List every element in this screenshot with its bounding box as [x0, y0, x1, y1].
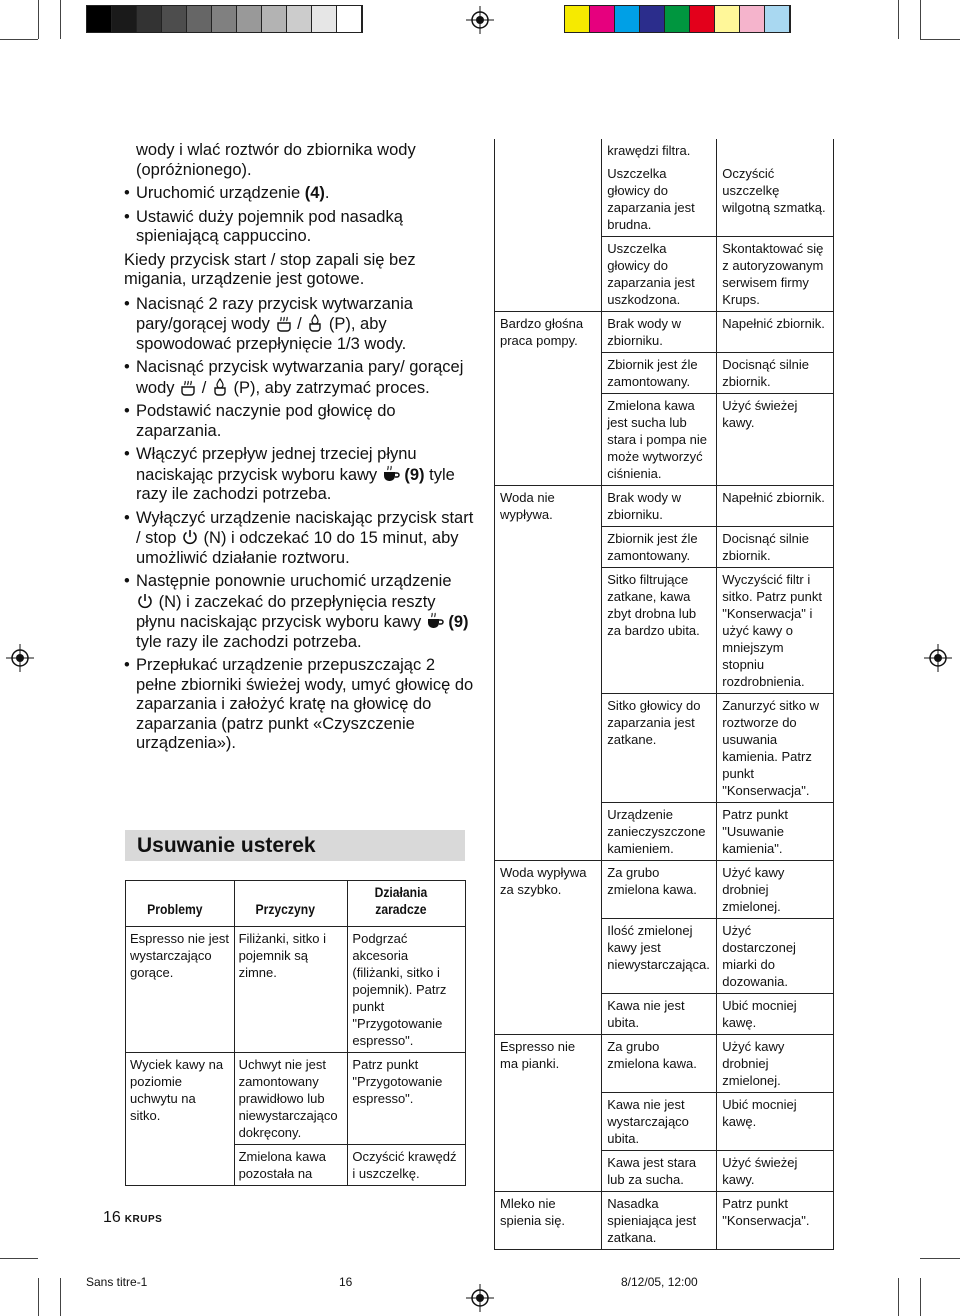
table-row	[495, 139, 834, 162]
color-swatch	[137, 6, 162, 32]
action-cell: Użyć kawy drobniej zmielonej.	[717, 861, 834, 919]
problem-cell: Woda nie wypływa.	[495, 486, 602, 527]
cause-cell: Brak wody w zbiorniku.	[602, 312, 717, 353]
cause-cell: krawędzi filtra.	[602, 139, 717, 162]
instruction-list	[124, 141, 474, 758]
header-problems: Problemy	[126, 881, 224, 927]
cause-cell: Kawa nie jest wystarczająco ubita.	[602, 1093, 717, 1151]
action-cell: Użyć dostarczonej miarki do dozowania.	[717, 919, 834, 994]
cause-cell: Zmielona kawa pozostała na	[234, 1145, 348, 1186]
registration-mark-icon	[6, 644, 34, 672]
table-row	[126, 927, 466, 1053]
color-swatch	[212, 6, 237, 32]
registration-mark-icon	[466, 1284, 494, 1312]
table-row	[495, 486, 834, 527]
cause-cell: Filiżanki, sitko i pojemnik są zimne.	[234, 927, 348, 1053]
table-row	[495, 568, 834, 694]
instruction-item: Kiedy przycisk start / stop zapali się bez migania, urządzenie jest gotowe.	[124, 250, 416, 288]
table-row	[126, 1053, 466, 1145]
problem-cell	[495, 139, 602, 162]
problem-cell	[495, 394, 602, 486]
instruction-item: • Włączyć przepływ jednej trzeciej płynu naciskając przycisk wyboru kawy (9) tyle razy ile zachodzi potrzeba.	[124, 445, 474, 505]
page-footer	[103, 1209, 162, 1227]
section-title: Usuwanie usterek	[125, 830, 465, 861]
action-cell: Ubić mocniej kawę.	[717, 994, 834, 1035]
coffee-cup-icon	[426, 612, 444, 630]
problem-cell: Woda wypływa za szybko.	[495, 861, 602, 919]
table-row	[495, 394, 834, 486]
problem-cell	[495, 919, 602, 994]
problem-cell	[495, 237, 602, 312]
instruction-item: • Przepłukać urządzenie przepuszczając 2 pełne zbiorniki świeżej wody, umyć głowicę do zaparzania i założyć kratę na głowicę do zaparzania (patrz punkt «Czyszczenie urządzenia»).	[124, 656, 474, 754]
action-cell: Podgrzać akcesoria (filiżanki, sitko i pojemnik). Patrz punkt "Przygotowanie espresso".	[348, 927, 466, 1053]
table-row	[495, 994, 834, 1035]
instruction-item: • Ustawić duży pojemnik pod nasadką spieniającą cappuccino.	[124, 208, 474, 247]
problem-cell: Espresso nie ma pianki.	[495, 1035, 602, 1093]
color-swatch	[740, 6, 765, 32]
table-row	[495, 919, 834, 994]
table-row	[495, 803, 834, 861]
crop-mark	[60, 1278, 61, 1316]
table-row	[495, 1192, 834, 1250]
problem-cell	[495, 353, 602, 394]
color-swatch	[112, 6, 137, 32]
table-row	[495, 162, 834, 237]
slug-file-name: Sans titre-1	[86, 1275, 148, 1289]
action-cell: Użyć świeżej kawy.	[717, 394, 834, 486]
color-swatch	[162, 6, 187, 32]
table-row	[126, 1145, 466, 1186]
color-swatch	[765, 6, 790, 32]
problem-cell	[495, 694, 602, 803]
cause-cell: Uszczelka głowicy do zaparzania jest brudna.	[602, 162, 717, 237]
instruction-item: • Uruchomić urządzenie (4).	[124, 184, 474, 204]
action-cell: Patrz punkt "Konserwacja".	[717, 1192, 834, 1250]
instruction-item: • Następnie ponownie uruchomić urządzenie (N) i zaczekać do przepłynięcia reszty płynu naciskając przycisk wyboru kawy (9) tyle razy ile zachodzi potrzeba.	[124, 572, 474, 652]
color-swatch	[87, 6, 112, 32]
header-actions: Działania zaradcze	[348, 881, 454, 927]
action-cell: Użyć kawy drobniej zmielonej.	[717, 1035, 834, 1093]
crop-mark	[60, 0, 61, 39]
problem-cell	[495, 1093, 602, 1151]
color-bar	[564, 5, 791, 33]
brand-name: KRUPS	[124, 1214, 163, 1225]
troubleshooting-table-right	[494, 139, 834, 1250]
cause-cell: Zbiornik jest źle zamontowany.	[602, 527, 717, 568]
crop-mark	[38, 1278, 39, 1316]
power-icon	[181, 528, 199, 546]
grayscale-color-bar	[86, 5, 363, 33]
cause-cell: Kawa jest stara lub za sucha.	[602, 1151, 717, 1192]
troubleshooting-table-left	[125, 880, 466, 1186]
table-row	[495, 861, 834, 919]
problem-cell	[126, 1145, 235, 1186]
action-cell: Wyczyścić filtr i sitko. Patrz punkt "Konserwacja" i użyć kawy o mniejszym stopniu rozdrobnienia.	[717, 568, 834, 694]
problem-cell: Bardzo głośna praca pompy.	[495, 312, 602, 353]
cause-cell: Urządzenie zanieczyszczone kamieniem.	[602, 803, 717, 861]
crop-mark	[898, 0, 899, 39]
action-cell: Zanurzyć sitko w roztworze do usuwania kamienia. Patrz punkt "Konserwacja".	[717, 694, 834, 803]
cause-cell: Kawa nie jest ubita.	[602, 994, 717, 1035]
color-swatch	[715, 6, 740, 32]
color-swatch	[262, 6, 287, 32]
cause-cell: Brak wody w zbiorniku.	[602, 486, 717, 527]
hot-water-icon	[211, 378, 229, 396]
action-cell: Docisnąć silnie zbiornik.	[717, 353, 834, 394]
cause-cell: Ilość zmielonej kawy jest niewystarczająca.	[602, 919, 717, 994]
table-row	[495, 1151, 834, 1192]
crop-mark	[920, 1258, 960, 1259]
steam-icon	[179, 378, 197, 396]
problem-cell: Espresso nie jest wystarczająco gorące.	[126, 927, 235, 1053]
problem-cell: Wyciek kawy na poziomie uchwytu na sitko.	[126, 1053, 235, 1145]
action-cell: Ubić mocniej kawę.	[717, 1093, 834, 1151]
action-cell: Użyć świeżej kawy.	[717, 1151, 834, 1192]
table-row	[495, 312, 834, 353]
cause-cell: Uszczelka głowicy do zaparzania jest uszkodzona.	[602, 237, 717, 312]
color-swatch	[565, 6, 590, 32]
action-cell: Napełnić zbiornik.	[717, 486, 834, 527]
color-swatch	[187, 6, 212, 32]
problem-cell	[495, 803, 602, 861]
table-header-row	[126, 881, 466, 927]
table-row	[495, 1035, 834, 1093]
registration-mark-icon	[924, 644, 952, 672]
action-cell: Patrz punkt "Przygotowanie espresso".	[348, 1053, 466, 1145]
color-swatch	[312, 6, 337, 32]
crop-mark	[920, 1278, 921, 1316]
registration-mark-icon	[466, 6, 494, 34]
table-row	[495, 353, 834, 394]
header-causes: Przyczyny	[234, 881, 336, 927]
page-number: 16	[103, 1209, 121, 1226]
power-icon	[136, 592, 154, 610]
coffee-cup-icon	[382, 465, 400, 483]
action-cell: Napełnić zbiornik.	[717, 312, 834, 353]
instruction-item: • Nacisnąć przycisk wytwarzania pary/ gorącej wody / (P), aby zatrzymać proces.	[124, 358, 474, 398]
problem-cell: Mleko nie spienia się.	[495, 1192, 602, 1250]
action-cell: Patrz punkt "Usuwanie kamienia".	[717, 803, 834, 861]
cause-cell: Za grubo zmielona kawa.	[602, 1035, 717, 1093]
action-cell: Oczyścić krawędź i uszczelkę.	[348, 1145, 466, 1186]
action-cell: Skontaktować się z autoryzowanym serwisem firmy Krups.	[717, 237, 834, 312]
crop-mark	[0, 39, 38, 40]
problem-cell	[495, 994, 602, 1035]
table-row	[495, 527, 834, 568]
problem-cell	[495, 1151, 602, 1192]
hot-water-icon	[306, 314, 324, 332]
cause-cell: Zmielona kawa jest sucha lub stara i pompa nie może wytworzyć ciśnienia.	[602, 394, 717, 486]
instruction-item: • Podstawić naczynie pod głowicę do zaparzania.	[124, 402, 474, 441]
color-swatch	[690, 6, 715, 32]
cause-cell: Uchwyt nie jest zamontowany prawidłowo lub niewystarczająco dokręcony.	[234, 1053, 348, 1145]
problem-cell	[495, 568, 602, 694]
table-row	[495, 694, 834, 803]
crop-mark	[0, 1258, 38, 1259]
slug-page-number: 16	[339, 1275, 353, 1289]
color-swatch	[337, 6, 362, 32]
action-cell	[717, 139, 834, 162]
cause-cell: Sitko głowicy do zaparzania jest zatkane.	[602, 694, 717, 803]
crop-mark	[38, 0, 39, 39]
table-row	[495, 237, 834, 312]
crop-mark	[920, 39, 960, 40]
cause-cell: Nasadka spieniająca jest zatkana.	[602, 1192, 717, 1250]
problem-cell	[495, 527, 602, 568]
color-swatch	[640, 6, 665, 32]
cause-cell: Sitko filtrujące zatkane, kawa zbyt drobna lub za bardzo ubita.	[602, 568, 717, 694]
instruction-item: • Wyłączyć urządzenie naciskając przycisk start / stop (N) i odczekać 10 do 15 minut, aby umożliwić działanie roztworu.	[124, 509, 474, 569]
color-swatch	[237, 6, 262, 32]
color-swatch	[287, 6, 312, 32]
cause-cell: Zbiornik jest źle zamontowany.	[602, 353, 717, 394]
steam-icon	[275, 314, 293, 332]
crop-mark	[920, 0, 921, 39]
color-swatch	[665, 6, 690, 32]
cause-cell: Za grubo zmielona kawa.	[602, 861, 717, 919]
slug-date: 8/12/05, 12:00	[621, 1275, 698, 1289]
crop-mark	[898, 1278, 899, 1316]
action-cell: Docisnąć silnie zbiornik.	[717, 527, 834, 568]
table-row	[495, 1093, 834, 1151]
instruction-item: • Nacisnąć 2 razy przycisk wytwarzania pary/gorącej wody / (P), aby spowodować przepłynięcie 1/3 wody.	[124, 295, 474, 355]
instruction-item: wody i wlać roztwór do zbiornika wody (opróżnionego).	[136, 141, 416, 179]
color-swatch	[615, 6, 640, 32]
color-swatch	[590, 6, 615, 32]
problem-cell	[495, 162, 602, 237]
action-cell: Oczyścić uszczelkę wilgotną szmatką.	[717, 162, 834, 237]
